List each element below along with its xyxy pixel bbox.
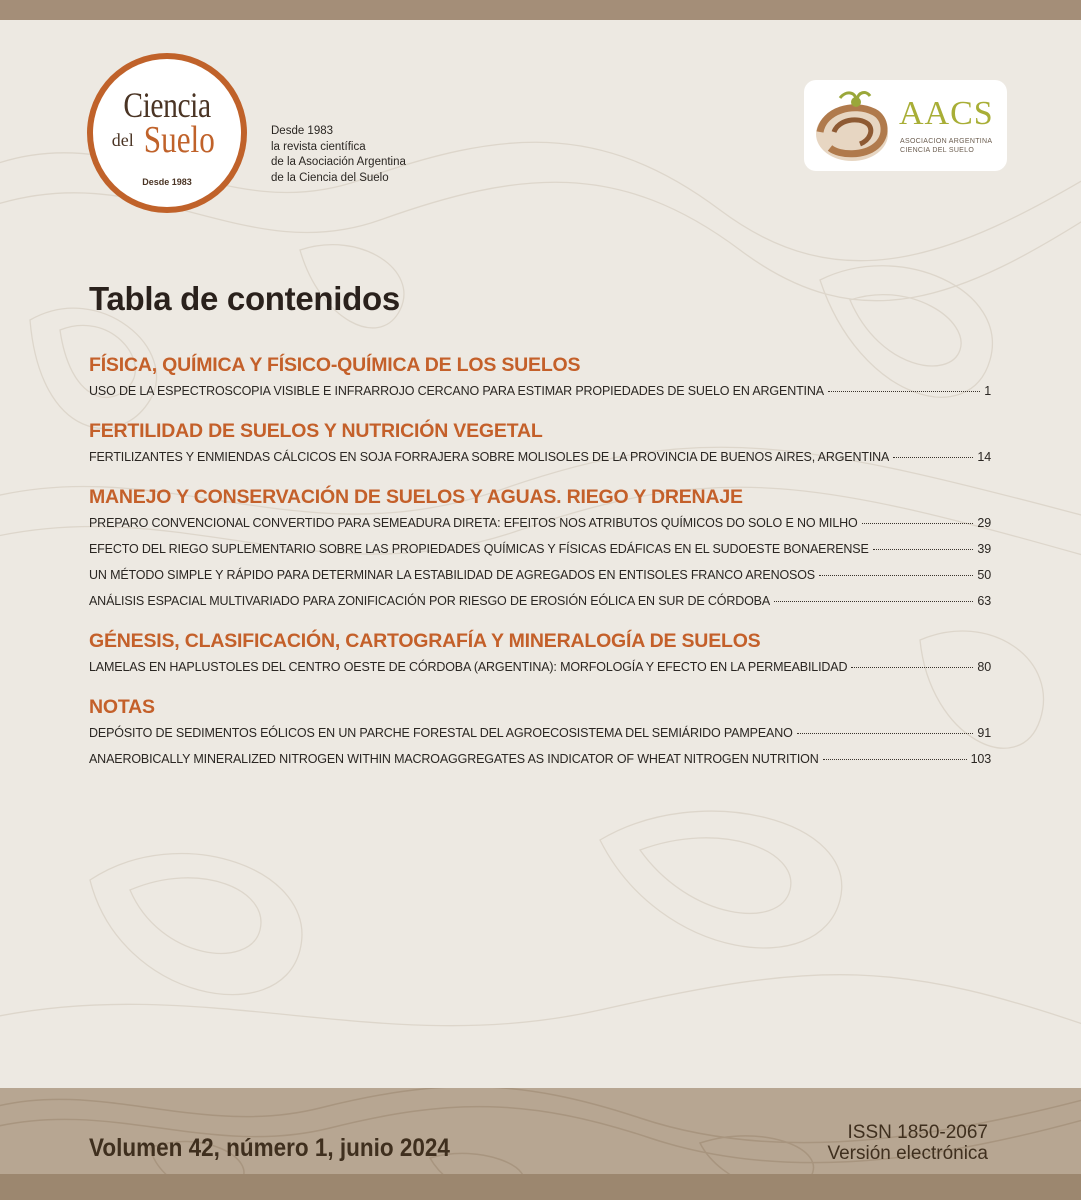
entry-title: LAMELAS EN HAPLUSTOLES DEL CENTRO OESTE DE CÓRDOBA (ARGENTINA): MORFOLOGÍA Y EFECTO EN LA PERMEABILIDAD [89, 660, 848, 674]
toc-section [89, 484, 991, 614]
aacs-logo [804, 80, 1007, 171]
entry-page: 103 [970, 752, 991, 766]
tagline-line: Desde 1983 [271, 125, 334, 137]
entry-page: 63 [977, 594, 991, 608]
toc-entry[interactable] [89, 510, 991, 536]
toc-entry[interactable] [89, 378, 991, 404]
entry-page: 14 [977, 450, 991, 464]
dot-leader [823, 759, 967, 760]
entry-page: 29 [977, 516, 991, 530]
aacs-subtitle-line: CIENCIA DEL SUELO [900, 147, 975, 154]
toc-section [89, 418, 991, 470]
edition-type: Versión electrónica [827, 1143, 988, 1164]
logo-suelo: Suelo [143, 119, 215, 161]
tagline-line: de la Ciencia del Suelo [271, 171, 389, 184]
toc-section [89, 628, 991, 680]
footer-bar [0, 1174, 1081, 1200]
entry-page: 50 [977, 568, 991, 582]
aacs-subtitle [900, 137, 992, 155]
section-title: FERTILIDAD DE SUELOS Y NUTRICIÓN VEGETAL [89, 420, 543, 442]
toc-entry[interactable] [89, 654, 991, 680]
dot-leader [819, 575, 973, 576]
tagline [271, 124, 406, 186]
issn: ISSN 1850-2067 [847, 1122, 988, 1143]
entry-page: 91 [977, 726, 991, 740]
section-title: GÉNESIS, CLASIFICACIÓN, CARTOGRAFÍA Y MINERALOGÍA DE SUELOS [89, 630, 761, 652]
toc-entry[interactable] [89, 562, 991, 588]
entry-title: EFECTO DEL RIEGO SUPLEMENTARIO SOBRE LAS PROPIEDADES QUÍMICAS Y FÍSICAS EDÁFICAS EN EL SUDOESTE BONAERENSE [89, 542, 869, 556]
entry-page: 39 [977, 542, 991, 556]
entry-title: ANAEROBICALLY MINERALIZED NITROGEN WITHIN MACROAGGREGATES AS INDICATOR OF WHEAT NITROGEN NUTRITION [89, 752, 819, 766]
dot-leader [862, 523, 974, 524]
logo-ciencia: Ciencia [123, 85, 211, 125]
table-of-contents [89, 352, 991, 786]
logo-since: Desde 1983 [142, 177, 192, 187]
top-band [0, 0, 1081, 20]
section-title: NOTAS [89, 696, 155, 718]
dot-leader [828, 391, 980, 392]
dot-leader [851, 667, 973, 668]
section-title: MANEJO Y CONSERVACIÓN DE SUELOS Y AGUAS. RIEGO Y DRENAJE [89, 486, 743, 508]
aacs-subtitle-line: ASOCIACION ARGENTINA [900, 138, 993, 145]
dot-leader [873, 549, 974, 550]
toc-entry[interactable] [89, 588, 991, 614]
toc-entry[interactable] [89, 444, 991, 470]
toc-section [89, 352, 991, 404]
toc-section [89, 694, 991, 772]
entry-title: DEPÓSITO DE SEDIMENTOS EÓLICOS EN UN PARCHE FORESTAL DEL AGROECOSISTEMA DEL SEMIÁRIDO PAMPEANO [89, 726, 793, 740]
entry-title: USO DE LA ESPECTROSCOPIA VISIBLE E INFRARROJO CERCANO PARA ESTIMAR PROPIEDADES DE SUELO EN ARGENTINA [89, 384, 824, 398]
toc-entry[interactable] [89, 536, 991, 562]
toc-entry[interactable] [89, 720, 991, 746]
logo-del: del [111, 130, 134, 150]
entry-page: 1 [984, 384, 991, 398]
dot-leader [774, 601, 973, 602]
dot-leader [893, 457, 973, 458]
entry-title: FERTILIZANTES Y ENMIENDAS CÁLCICOS EN SOJA FORRAJERA SOBRE MOLISOLES DE LA PROVINCIA DE BUENOS AIRES, ARGENTINA [89, 450, 890, 464]
entry-page: 80 [977, 660, 991, 674]
tagline-line: de la Asociación Argentina [271, 156, 406, 168]
aacs-emblem-icon [810, 86, 894, 166]
entry-title: PREPARO CONVENCIONAL CONVERTIDO PARA SEMEADURA DIRETA: EFEITOS NOS ATRIBUTOS QUÍMICOS DO SOLO E NO MILHO [89, 516, 858, 530]
page-title: Tabla de contenidos [89, 280, 400, 317]
volume-info: Volumen 42, número 1, junio 2024 [89, 1134, 450, 1162]
dot-leader [797, 733, 974, 734]
entry-title: UN MÉTODO SIMPLE Y RÁPIDO PARA DETERMINAR LA ESTABILIDAD DE AGREGADOS EN ENTISOLES FRANCO ARENOSOS [89, 568, 815, 582]
aacs-acronym: AACS [899, 95, 994, 132]
issn-block [827, 1122, 988, 1164]
toc-entry[interactable] [89, 746, 991, 772]
entry-title: ANÁLISIS ESPACIAL MULTIVARIADO PARA ZONIFICACIÓN POR RIESGO DE EROSIÓN EÓLICA EN SUR DE CÓRDOBA [89, 594, 771, 608]
section-title: FÍSICA, QUÍMICA Y FÍSICO-QUÍMICA DE LOS SUELOS [89, 354, 581, 376]
journal-logo [87, 53, 247, 213]
tagline-line: la revista científica [271, 140, 366, 153]
